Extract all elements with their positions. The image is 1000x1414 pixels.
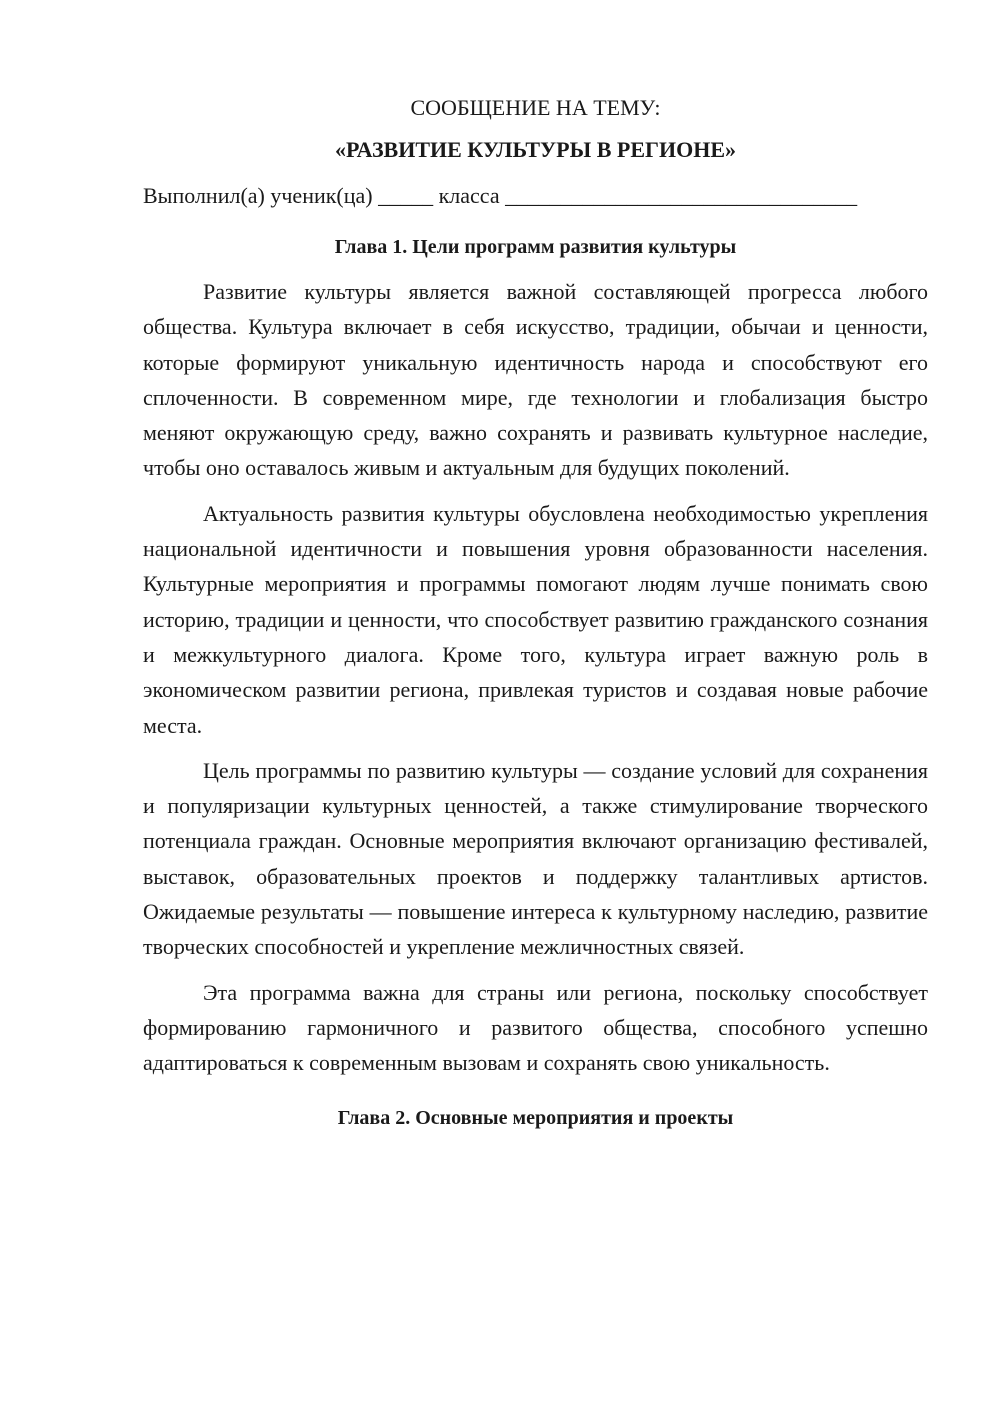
paragraph: Эта программа важна для страны или региона, поскольку способствует формированию гармоничного и развитого общества, способного успешно адаптироваться к современным вызовам и сохранять свою уникальность. [143, 979, 928, 1076]
document-title: «РАЗВИТИЕ КУЛЬТУРЫ В РЕГИОНЕ» [334, 137, 737, 162]
paragraph: Актуальность развития культуры обусловлена необходимостью укрепления национальной идентичности и повышения уровня образованности населения. Культурные мероприятия и программы помогают людям лучше понимать свою историю, традиции и ценности, что способствует развитию гражданского сознания и межкультурного диалога. Кроме того, культура играет важную роль в экономическом развитии региона, привлекая туристов и создавая новые рабочие места. [143, 500, 928, 738]
author-line: Выполнил(а) ученик(ца) _____ класса ________________________________ [143, 183, 858, 208]
paragraph: Цель программы по развитию культуры — создание условий для сохранения и популяризации культурных ценностей, а также стимулирование творческого потенциала граждан. Основные мероприятия включают организацию фестивалей, выставок, образовательных проектов и поддержку талантливых артистов. Ожидаемые результаты — повышение интереса к культурному наследию, развитие творческих способностей и укрепление межличностных связей. [143, 757, 928, 960]
document-page [143, 92, 928, 1133]
topic-line: СООБЩЕНИЕ НА ТЕМУ: [410, 95, 661, 120]
chapter-2-heading: Глава 2. Основные мероприятия и проекты [337, 1106, 734, 1129]
chapter-1-heading: Глава 1. Цели программ развития культуры [334, 236, 737, 258]
paragraph: Развитие культуры является важной составляющей прогресса любого общества. Культура включает в себя искусство, традиции, обычаи и ценности, которые формируют уникальную идентичность народа и способствуют его сплоченности. В современном мире, где технологии и глобализация быстро меняют окружающую среду, важно сохранять и развивать культурное наследие, чтобы оно оставалось живым и актуальным для будущих поколений. [143, 279, 928, 481]
